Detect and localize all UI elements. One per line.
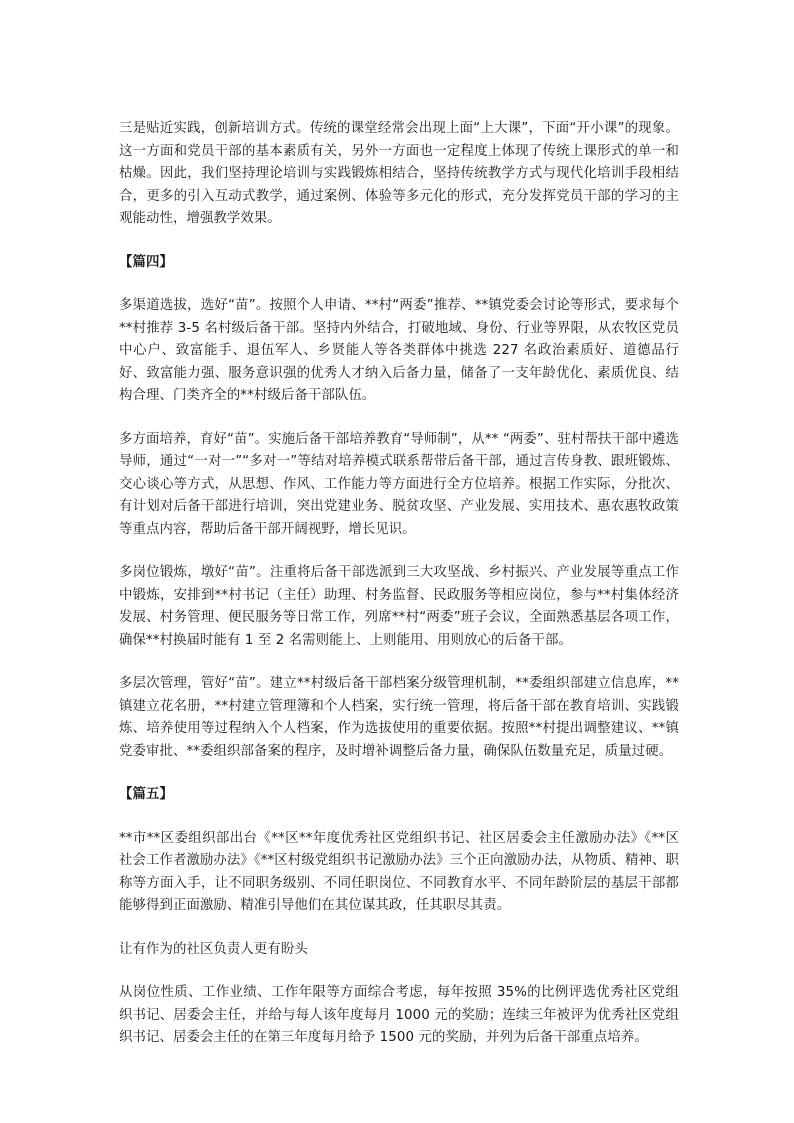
section-heading-part-four: 【篇四】	[119, 254, 173, 270]
paragraph-selection: 多渠道选拔，选好“苗”。按照个人申请、**村“两委”推荐、**镇党委会讨论等形式，要求每个**村推荐 3-5 名村级后备干部。坚持内外结合，打破地域、身份、行业等界限，从农牧区党员中心户、致富能手、退伍军人、乡贤能人等各类群体中挑选 227 名政治素质好、道德品行好、致富能力强、服务意识强的优秀人才纳入后备力量，储备了一支年龄优化、素质优良、结构合理、门类齐全的**村级后备干部队伍。	[119, 298, 679, 403]
paragraph-management: 多层次管理，管好“苗”。建立**村级后备干部档案分级管理机制，**委组织部建立信息库，**镇建立花名册，**村建立管理簿和个人档案，实行统一管理，将后备干部在教育培训、实践锻炼、培养使用等过程纳入个人档案，作为选拔使用的重要依据。按照**村提出调整建议、**镇党委审批、**委组织部备案的程序，及时增补调整后备力量，确保队伍数量充足，质量过硬。	[119, 676, 679, 759]
paragraph-incentive-policies: **市**区委组织部出台《**区**年度优秀社区党组织书记、社区居委会主任激励办法》《**区社会工作者激励办法》《**区村级党组织书记激励办法》三个正向激励办法，从物质、精神、职称等方面入手，让不同职务级别、不同任职岗位、不同教育水平、不同年龄阶层的基层干部都能够得到正面激励、精准引导他们在其位谋其政，任其职尽其责。	[119, 830, 680, 913]
paragraph-reward-rules: 从岗位性质、工作业绩、工作年限等方面综合考虑，每年按照 35%的比例评选优秀社区党组织书记、居委会主任，并给与每人该年度每月 1000 元的奖励；连续三年被评为优秀社区党组织书记、居委会主任的在第三年度每月给予 1500 元的奖励，并列为后备干部重点培养。	[119, 985, 679, 1045]
subheading-community-leaders: 让有作为的社区负责人更有盼头	[119, 941, 308, 957]
section-heading-part-five: 【篇五】	[119, 787, 173, 802]
paragraph-cultivation: 多方面培养，育好“苗”。实施后备干部培养教育“导师制”，从** “两委”、驻村帮扶干部中遴选导师，通过“一对一”“多对一”等结对培养模式联系帮带后备干部，通过言传身教、跟班锻炼、交心谈心等方式，从思想、作风、工作能力等方面进行全方位培养。根据工作实际，分批次、有计划对后备干部进行培训，突出党建业务、脱贫攻坚、产业发展、实用技术、惠农惠牧政策等重点内容，帮助后备干部开阔视野，增长见识。	[119, 431, 679, 537]
paragraph-training-methods: 三是贴近实践，创新培训方式。传统的课堂经常会出现上面“上大课”，下面“开小课”的现象。这一方面和党员干部的基本素质有关，另外一方面也一定程度上体现了传统上课形式的单一和枯燥。因此，我们坚持理论培训与实践锻炼相结合，坚持传统教学方式与现代化培训手段相结合，更多的引入互动式教学，通过案例、体验等多元化的形式，充分发挥党员干部的学习的主观能动性，增强教学效果。	[119, 121, 679, 226]
paragraph-job-training: 多岗位锻炼，墩好“苗”。注重将后备干部选派到三大攻坚战、乡村振兴、产业发展等重点工作中锻炼，安排到**村书记（主任）助理、村务监督、民政服务等相应岗位，参与**村集体经济发展、村务管理、便民服务等日常工作，列席**村“两委”班子会议，全面熟悉基层各项工作，确保**村换届时能有 1 至 2 名需则能上、上则能用、用则放心的后备干部。	[119, 565, 679, 648]
document-body	[119, 118, 679, 1071]
